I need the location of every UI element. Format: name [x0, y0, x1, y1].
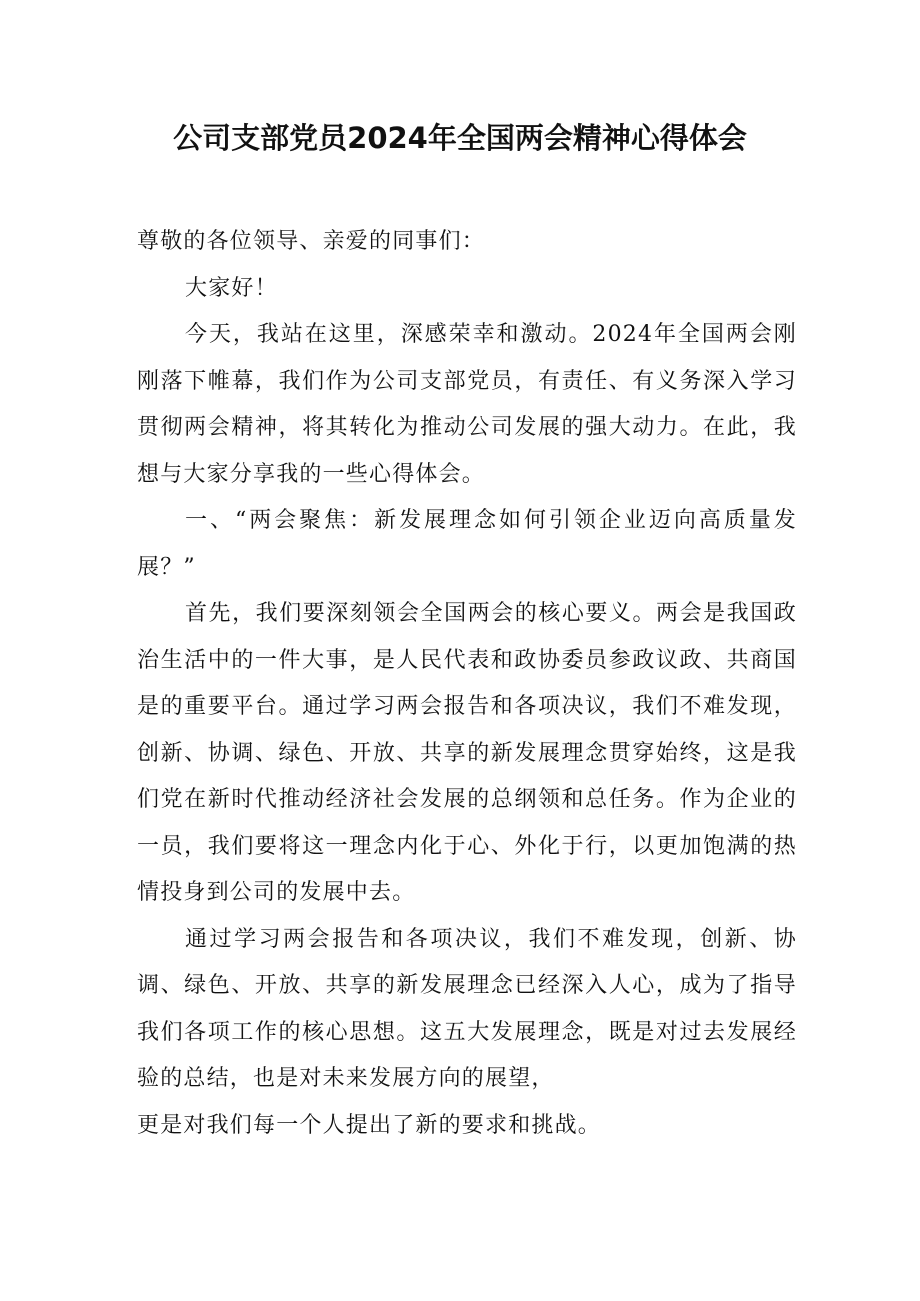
paragraph-intro: 今天，我站在这里，深感荣幸和激动。2024年全国两会刚刚落下帷幕，我们作为公司支部党员，有责任、有义务深入学习贯彻两会精神，将其转化为推动公司发展的强大动力。在此，我想与大家分享我的一些心得体会。 — [137, 322, 797, 487]
paragraph-core-meaning: 首先，我们要深刻领会全国两会的核心要义。两会是我国政治生活中的一件大事，是人民代表和政协委员参政议政、共商国是的重要平台。通过学习两会报告和各项决议，我们不难发现，创新、协调、绿色、开放、共享的新发展理念贯穿始终，这是我们党在新时代推动经济社会发展的总纲领和总任务。作为企业的一员，我们要将这一理念内化于心、外化于行，以更加饱满的热情投身到公司的发展中去。 — [137, 601, 797, 905]
salutation: 尊敬的各位领导、亲爱的同事们： — [137, 229, 486, 254]
section-heading-1: 一、“两会聚焦：新发展理念如何引领企业迈向高质量发展？” — [137, 508, 797, 580]
document-title: 公司支部党员2024年全国两会精神心得体会 — [173, 121, 747, 155]
document-body — [137, 219, 797, 1149]
greeting: 大家好！ — [185, 275, 278, 301]
paragraph-five-concepts: 通过学习两会报告和各项决议，我们不难发现，创新、协调、绿色、开放、共享的新发展理念已经深入人心，成为了指导我们各项工作的核心思想。这五大发展理念，既是对过去发展经验的总结，也是对未来发展方向的展望， — [137, 926, 797, 1091]
closing-line: 更是对我们每一个人提出了新的要求和挑战。 — [137, 1112, 602, 1138]
